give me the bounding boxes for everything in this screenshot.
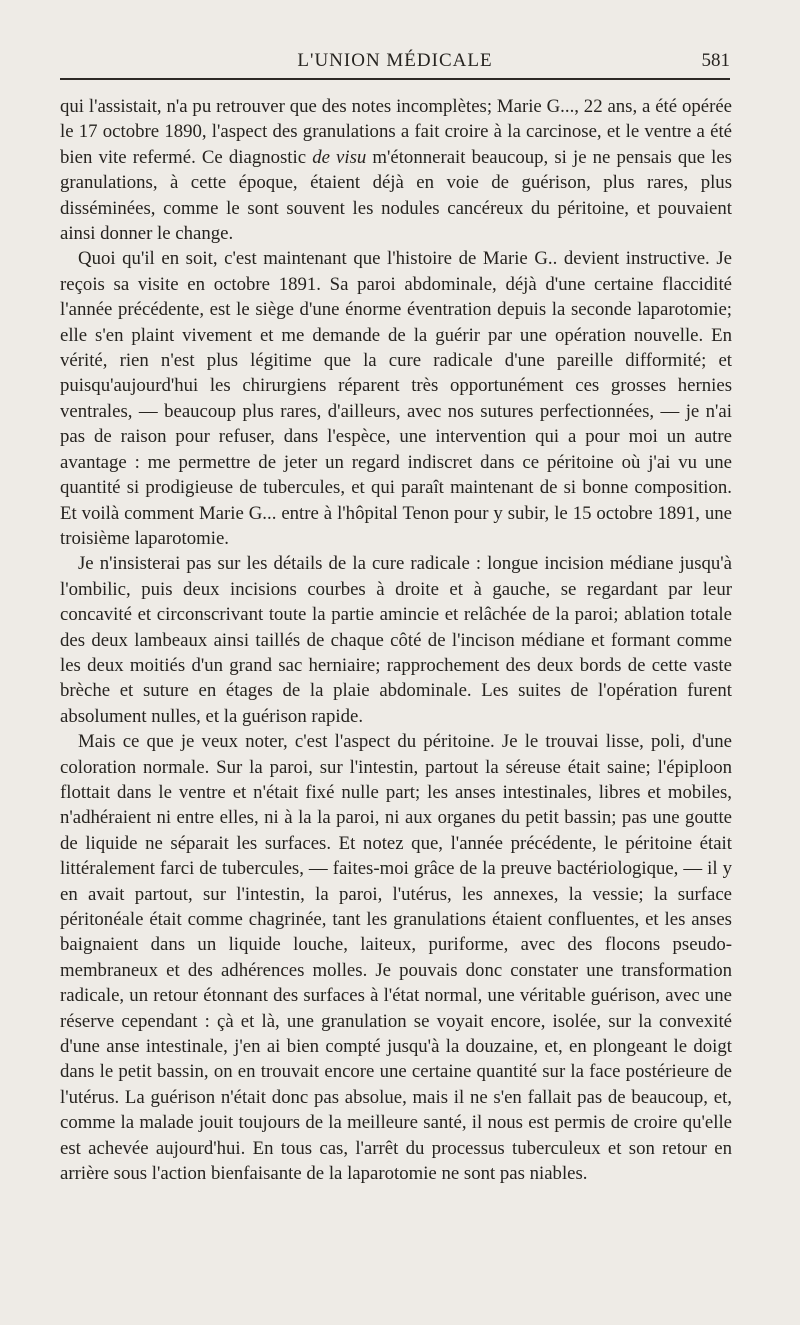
header-rule [60,78,730,80]
page-number: 581 [701,50,730,71]
paragraph-1-text-b: m'étonnerait beaucoup, si je ne pensais que les granulations, à cette époque, étaient déjà en voie de guérison, plus rares, plus disséminées, comme le sont souvent les nodules cancéreux du péritoine, et pouvaient ainsi donner le change. [60,146,732,245]
paragraph-2: Quoi qu'il en soit, c'est maintenant que l'histoire de Marie G.. devient instructive. Je reçois sa visite en octobre 1891. Sa paroi abdominale, déjà d'une certaine flaccidité l'année précédente, est le siège d'une énorme éventration depuis la seconde laparotomie; elle s'en plaint vivement et me demande de la guérir par une opération nouvelle. En vérité, rien n'est plus légitime que la cure radicale d'une pareille difformité; et puisqu'aujourd'hui les chirurgiens réparent très opportunément ces grosses hernies ventrales, — beaucoup plus rares, d'ailleurs, avec nos sutures perfectionnées, — je n'ai pas de raison pour refuser, dans l'espèce, une intervention qui a pour moi un autre avantage : me permettre de jeter un regard indiscret dans ce péritoine où j'ai vu une quantité si prodigieuse de tubercules, et qui paraît maintenant de si bonne composition. Et voilà comment Marie G... entre à l'hôpital Tenon pour y subir, le 15 octobre 1891, une troisième laparotomie. [60,248,732,549]
paragraph-3: Je n'insisterai pas sur les détails de la cure radicale : longue incision médiane jusqu'à l'ombilic, puis deux incisions courbes à droite et à gauche, se regardant par leur concavité et circonscrivant toute la partie amincie et relâchée de la paroi; ablation totale des deux lambeaux ainsi taillés de chaque côté de l'incison médiane et formant comme les deux moitiés d'un grand sac herniaire; rapprochement des deux bords de cette vaste brèche et suture en étages de la plaie abdominale. Les suites de l'opération furent absolument nulles, et la guérison rapide. [60,553,732,727]
paragraph-4: Mais ce que je veux noter, c'est l'aspect du péritoine. Je le trouvai lisse, poli, d'une coloration normale. Sur la paroi, sur l'intestin, partout la séreuse était saine; l'épiploon flottait dans le ventre et n'était fixé nulle part; les anses intestinales, libres et mobiles, n'adhéraient ni entre elles, ni à la la paroi, ni aux organes du petit bassin; pas une goutte de liquide ne séparait les surfaces. Et notez que, l'année précédente, le péritoine était littéralement farci de tubercules, — faites-moi grâce de la preuve bactériologique, — il y en avait partout, sur l'intestin, la paroi, l'utérus, les annexes, la vessie; la surface péritonéale était comme chagrinée, tant les granulations étaient confluentes, et les anses baignaient dans un liquide louche, laiteux, puriforme, avec des flocons pseudo-membraneux et des adhérences molles. Je pouvais donc constater une transformation radicale, un retour étonnant des surfaces à l'état normal, une véritable guérison, avec une réserve cependant : çà et là, une granulation se voyait encore, isolée, sur la convexité d'une anse intestinale, j'en ai bien compté jusqu'à la douzaine, et, en plongeant le doigt dans le petit bassin, on en trouvait encore une certaine quantité sur la face postérieure de l'utérus. La guérison n'était donc pas absolue, mais il ne s'en fallait pas de beaucoup, et, comme la malade jouit toujours de la meilleure santé, il nous est permis de croire qu'elle est achevée aujourd'hui. En tous cas, l'arrêt du processus tuberculeux et son retour en arrière sous l'action bienfaisante de la laparotomie ne sont pas niables. [60,731,732,1185]
paragraph-1 [60,94,732,246]
paragraph-1-text-a: qui l'assistait, n'a pu retrouver que des notes incomplètes; Marie G..., 22 ans, a été opérée le 17 octobre 1890, l'aspect des granulations a fait croire à la carcinose, et le ventre a été bien vite refermé. Ce diagnostic [60,96,732,168]
running-title: L'UNION MÉDICALE [297,50,493,71]
page-header [60,50,730,72]
emphasis-de-visu: de visu [312,146,367,168]
body-text [60,94,732,1186]
